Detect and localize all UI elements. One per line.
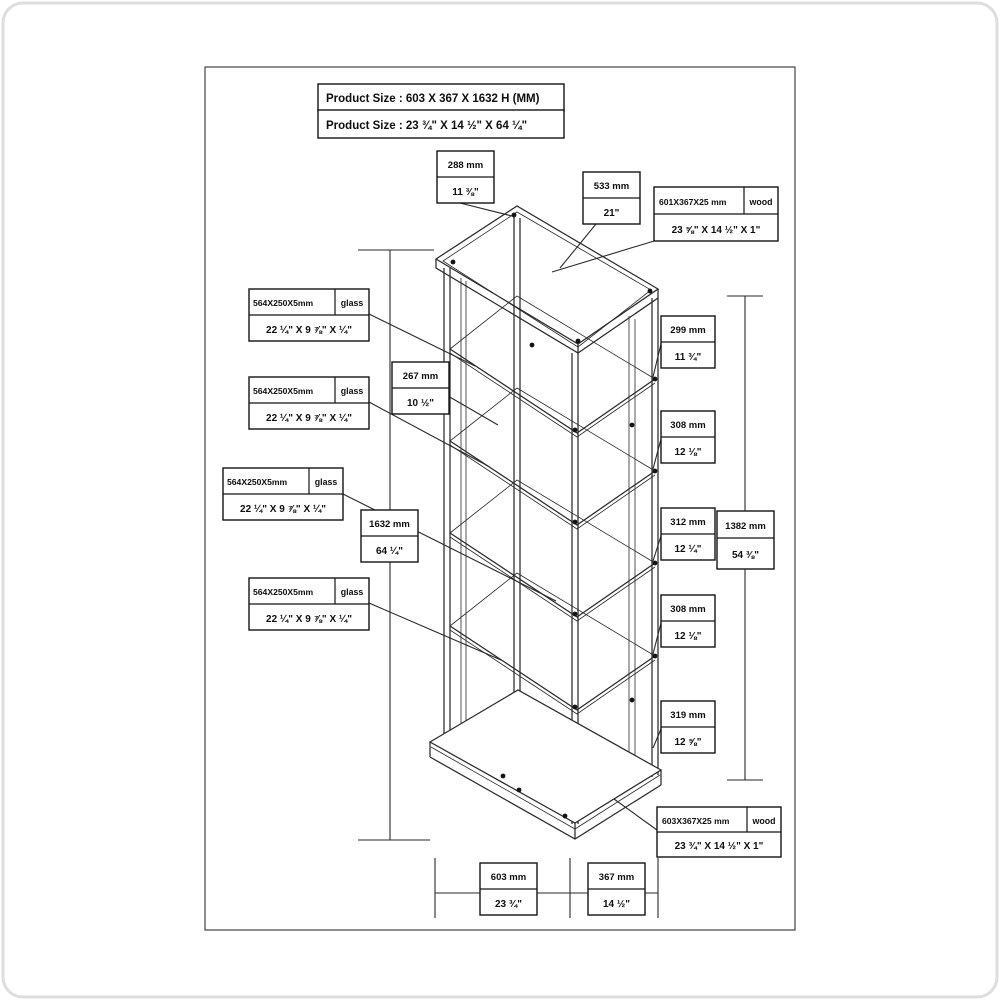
glass-shelf-3-material: glass — [314, 477, 338, 487]
right-gap-3-metric: 312 mm — [670, 517, 706, 528]
right-gap-4-metric: 308 mm — [670, 604, 706, 615]
overall-height-metric: 1632 mm — [369, 519, 410, 530]
right-gap-2-imperial: 12 ⅛" — [674, 447, 702, 458]
callout-glass-shelf-1 — [249, 289, 369, 341]
right-gap-3-imperial: 12 ¼" — [674, 544, 702, 555]
base-plinth — [430, 690, 661, 839]
callout-top-panel — [654, 187, 778, 241]
callout-right-gap-2 — [661, 411, 715, 463]
callout-glass-shelf-2 — [249, 377, 369, 429]
glass-shelf-1-imperial: 22 ¼" X 9 ⅞" X ¼" — [266, 325, 352, 336]
right-gap-1-imperial: 11 ¾" — [674, 352, 702, 363]
bottom-panel-metric: 603X367X25 mm — [662, 816, 730, 826]
base-width-metric: 603 mm — [490, 872, 527, 883]
bottom-panel-material: wood — [752, 816, 776, 826]
side-frame-height-metric: 1382 mm — [725, 521, 766, 532]
cabinet-drawing — [430, 206, 661, 839]
top-edge-metric: 288 mm — [447, 160, 484, 171]
top-edge-imperial: 11 ⅜" — [452, 187, 479, 198]
glass-shelf-4-imperial: 22 ¼" X 9 ⅞" X ¼" — [266, 614, 352, 625]
callout-top-edge — [437, 151, 494, 203]
callout-glass-shelf-3 — [223, 468, 343, 520]
base-depth-metric: 367 mm — [598, 872, 635, 883]
glass-shelf-3-metric: 564X250X5mm — [227, 477, 288, 487]
callout-shelf-spacing — [392, 362, 449, 414]
callout-right-gap-4 — [661, 595, 715, 647]
right-gap-2-metric: 308 mm — [670, 420, 706, 431]
bottom-panel-imperial: 23 ¾" X 14 ½" X 1" — [674, 841, 764, 852]
base-width-imperial: 23 ¾" — [495, 899, 522, 910]
shelf-spacing-imperial: 10 ½" — [407, 398, 434, 409]
callout-right-gap-3 — [661, 508, 715, 560]
glass-shelf-2-imperial: 22 ¼" X 9 ⅞" X ¼" — [266, 413, 352, 424]
top-diagonal-imperial: 21" — [603, 208, 620, 219]
glass-shelf-1-metric: 564X250X5mm — [253, 298, 314, 308]
right-gap-1-metric: 299 mm — [670, 325, 706, 336]
product-size-inch: Product Size : 23 ¾" X 14 ½" X 64 ¼" — [326, 120, 528, 132]
right-gap-5-imperial: 12 ⅝" — [674, 737, 702, 748]
callout-side-frame-height — [717, 511, 774, 569]
callout-base-depth — [588, 863, 645, 915]
glass-shelf-1-material: glass — [340, 298, 364, 308]
top-panel-imperial: 23 ⅝" X 14 ½" X 1" — [671, 225, 761, 236]
title-block — [318, 84, 564, 138]
top-diagonal-metric: 533 mm — [593, 181, 630, 192]
glass-shelf-4-material: glass — [340, 587, 364, 597]
right-gap-5-metric: 319 mm — [670, 710, 706, 721]
right-gap-4-imperial: 12 ⅛" — [674, 631, 702, 642]
glass-shelf-4-metric: 564X250X5mm — [253, 587, 314, 597]
callout-top-diagonal — [583, 172, 640, 224]
glass-shelf-3-imperial: 22 ¼" X 9 ⅞" X ¼" — [240, 504, 326, 515]
overall-height-imperial: 64 ¼" — [376, 546, 403, 557]
base-depth-imperial: 14 ½" — [603, 899, 630, 910]
top-panel-metric: 601X367X25 mm — [659, 197, 727, 207]
callout-bottom-panel — [657, 807, 781, 857]
glass-shelf-2-material: glass — [340, 386, 364, 396]
image-rounded-border — [3, 3, 997, 997]
product-size-mm: Product Size : 603 X 367 X 1632 H (MM) — [326, 93, 540, 105]
callout-glass-shelf-4 — [249, 578, 369, 630]
top-panel-material: wood — [749, 197, 773, 207]
callout-right-gap-1 — [661, 316, 715, 368]
callout-overall-height — [361, 510, 418, 562]
glass-shelf-2-metric: 564X250X5mm — [253, 386, 314, 396]
callout-right-gap-5 — [661, 701, 715, 753]
callout-base-width — [480, 863, 537, 915]
shelf-spacing-metric: 267 mm — [402, 371, 439, 382]
side-frame-height-imperial: 54 ⅜" — [732, 550, 759, 561]
